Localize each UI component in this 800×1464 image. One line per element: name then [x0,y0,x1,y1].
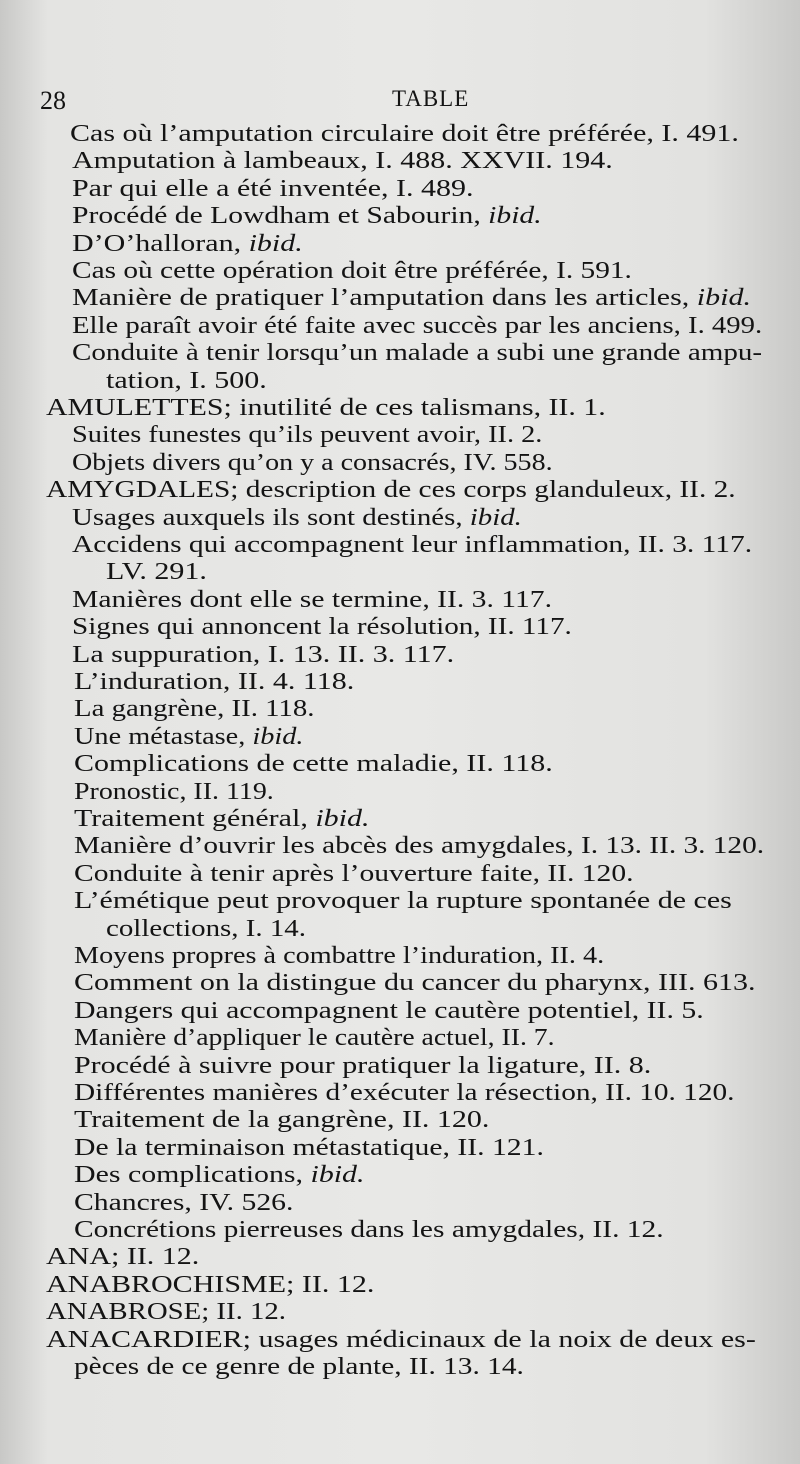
italic-ref: ibid. [252,723,304,750]
index-line [74,1052,651,1080]
entry-text: Manière d’appliquer le cautère actuel, II. 7. [74,1025,555,1052]
entry-text: Des complications, [74,1162,311,1189]
index-line [74,942,604,970]
entry-text: tation, I. 500. [106,367,267,394]
entry-text: L’émétique peut provoquer la rupture spontanée de ces [74,888,732,915]
index-line [74,778,274,806]
index-line [74,887,732,915]
index-line [74,750,553,778]
index-line [46,1271,374,1299]
index-line [72,175,474,203]
entry-text: Elle paraît avoir été faite avec succès par les anciens, I. 499. [72,312,763,339]
index-line [46,476,736,504]
index-line [46,394,606,422]
entry-text: Complications de cette maladie, II. 118. [74,751,553,778]
index-line [72,257,632,285]
entry-text: Accidens qui accompagnent leur inflammation, II. 3. 117. [72,532,753,558]
index-line [74,1134,544,1162]
index-line [74,723,303,751]
index-line [74,1161,364,1189]
index-line [46,1243,199,1271]
entry-text: Cas où cette opération doit être préférée, I. 591. [72,258,632,284]
entry-text: Traitement de la gangrène, II. 120. [74,1107,490,1134]
entry-text: Usages auxquels ils sont destinés, [72,504,470,531]
index-line [72,586,552,614]
entry-text: ANABROSE; II. 12. [46,1299,287,1326]
entry-text: Suites funestes qu’ils peuvent avoir, II. 2. [72,422,543,449]
entry-text: Manière d’ouvrir les abcès des amygdales, I. 13. II. 3. 120. [74,833,765,860]
entry-text: Manière de pratiquer l’amputation dans les articles, [72,285,697,312]
entry-text: Objets divers qu’on y a consacrés, IV. 558. [72,449,553,476]
entry-text: Procédé de Lowdham et Sabourin, [72,203,489,230]
entry-text: La suppuration, I. 13. II. 3. 117. [72,641,455,668]
italic-ref: ibid. [315,806,370,832]
italic-ref: ibid. [248,230,303,257]
entry-text: Amputation à lambeaux, I. 488. XXVII. 194. [72,148,613,175]
entry-text: Différentes manières d’exécuter la résection, II. 10. 120. [74,1080,735,1106]
page-number: 28 [40,86,66,115]
index-line [72,449,553,477]
entry-text: Signes qui annoncent la résolution, II. 117. [72,614,572,641]
entry-text: LV. 291. [106,559,207,586]
entry-text: Chancres, IV. 526. [74,1189,294,1216]
index-line [74,832,764,860]
index-line [74,997,704,1025]
index-line [74,1216,664,1244]
italic-ref: ibid. [488,203,542,230]
index-line [74,969,756,997]
entry-text: Conduite à tenir après l’ouverture faite, II. 120. [74,860,634,887]
index-line [72,147,613,175]
index-line [74,1189,293,1217]
index-line [46,1326,756,1354]
index-line [74,1353,524,1381]
index-line [72,641,454,669]
index-line [46,1298,286,1326]
entry-text: AMYGDALES; description de ces corps glanduleux, II. 2. [46,477,736,504]
index-line [74,1106,489,1134]
entry-text: Pronostic, II. 119. [74,778,274,805]
index-line [74,668,354,696]
entry-text: ANACARDIER; usages médicinaux de la noix de deux es- [46,1326,756,1353]
index-line [106,367,267,395]
index-line [72,230,303,258]
index-line [74,1024,555,1052]
entry-text: pèces de ce genre de plante, II. 13. 14. [74,1354,524,1380]
entry-text: L’induration, II. 4. 118. [74,669,355,695]
page-header [40,86,760,120]
entry-text: Concrétions pierreuses dans les amygdales, II. 12. [74,1217,664,1243]
entry-text: D’O’halloran, [72,230,249,257]
index-line [106,915,306,943]
entry-text: Conduite à tenir lorsqu’un malade a subi une grande ampu- [72,340,763,367]
entry-text: De la terminaison métastatique, II. 121. [74,1134,544,1161]
entry-text: AMULETTES; inutilité de ces talismans, II. 1. [46,395,606,421]
entry-text: collections, I. 14. [106,915,306,942]
entry-text: Cas où l’amputation circulaire doit être préférée, I. 491. [70,121,739,147]
italic-ref: ibid. [469,504,522,531]
index-line [72,504,522,532]
index-line [72,339,762,367]
index-line [72,202,542,230]
index-line [74,805,370,833]
index-line [72,284,751,312]
index-line [72,421,542,449]
entry-text: ANA; II. 12. [46,1244,200,1271]
index-line [74,1079,734,1107]
running-title: TABLE [392,86,470,111]
index-line [106,558,207,586]
entry-text: Traitement général, [74,806,316,832]
entry-text: Procédé à suivre pour pratiquer la ligature, II. 8. [74,1052,652,1079]
entry-text: Une métastase, [74,723,253,750]
entry-text: Moyens propres à combattre l’induration, II. 4. [74,943,605,969]
entry-text: Manières dont elle se termine, II. 3. 117. [72,586,553,613]
entry-text: Par qui elle a été inventée, I. 489. [72,175,474,202]
index-line [72,531,752,559]
entry-text: La gangrène, II. 118. [74,696,315,723]
index-line [72,312,762,340]
italic-ref: ibid. [696,285,751,312]
index-line [74,695,314,723]
index-line [74,860,633,888]
index-line [72,613,572,641]
entry-text: ANABROCHISME; II. 12. [46,1271,375,1298]
index-line [70,120,739,148]
entry-text: Comment on la distingue du cancer du pharynx, III. 613. [74,970,756,997]
italic-ref: ibid. [310,1162,365,1189]
entry-text: Dangers qui accompagnent le cautère potentiel, II. 5. [74,997,704,1024]
